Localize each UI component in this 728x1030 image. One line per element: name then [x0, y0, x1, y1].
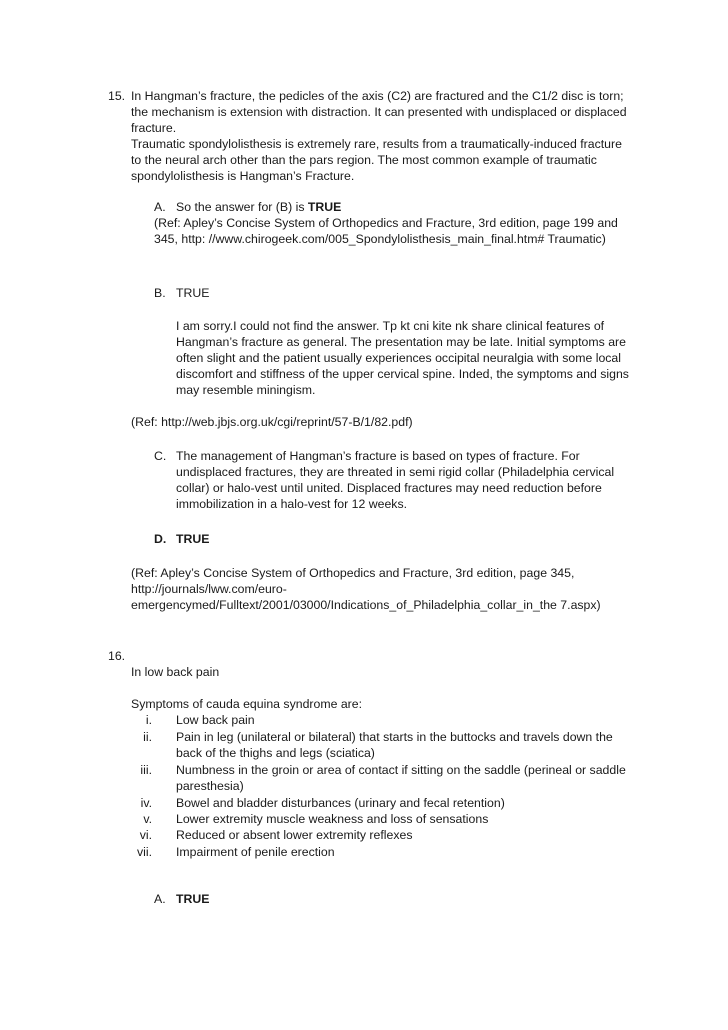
q15-c-line-1: The management of Hangman’s fracture is based on types of fracture. For	[176, 449, 580, 463]
q15-a-ref-line-1: (Ref: Apley’s Concise System of Orthopedics and Fracture, 3rd edition, page 199 and	[154, 216, 618, 230]
q15-b-para-line-2: Hangman’s fracture as general. The presentation may be late. Initial symptoms are	[176, 335, 626, 349]
q16-item-7-number: vii.	[136, 845, 152, 859]
q15-intro-line-5: to the neural arch other than the pars region. The most common example of traumatic	[131, 153, 597, 167]
q16-heading: Symptoms of cauda equina syndrome are:	[131, 697, 363, 711]
q15-a-marker: A.	[154, 200, 166, 214]
q16-item-4-text: Bowel and bladder disturbances (urinary and fecal retention)	[176, 796, 505, 810]
q15-a-answer-prefix: So the answer for (B) is	[176, 200, 308, 214]
q15-c-marker: C.	[154, 449, 167, 463]
q15-b-para-line-5: may resemble miningism.	[176, 383, 316, 397]
q16-item-2-number: ii.	[143, 730, 152, 744]
q15-d-ref-line-1: (Ref: Apley’s Concise System of Orthopedics and Fracture, 3rd edition, page 345,	[131, 566, 575, 580]
q15-intro-line-4: Traumatic spondylolisthesis is extremely rare, results from a traumatically-induced fracture	[131, 137, 622, 151]
q15-a-ref-line-2: 345, http: //www.chirogeek.com/005_Spondylolisthesis_main_final.htm# Traumatic)	[154, 232, 606, 246]
q16-item-6-number: vi.	[139, 828, 152, 842]
q16-item-1-number: i.	[145, 713, 152, 727]
q15-c-line-4: immobilization in a halo-vest for 12 weeks.	[176, 497, 408, 511]
q16-item-7-text: Impairment of penile erection	[176, 845, 335, 859]
q15-c-line-3: collar) or halo-vest until united. Displaced fractures may need reduction before	[176, 481, 602, 495]
q15-b-para-line-1: I am sorry.I could not find the answer. Tp kt cni kite nk share clinical features of	[176, 319, 605, 333]
q15-b-para-line-3: often slight and the patient usually experiences occipital neuralgia with some local	[176, 351, 621, 365]
q15-a-answer	[176, 199, 341, 215]
question-15-number: 15.	[108, 89, 126, 103]
q16-item-1-text: Low back pain	[176, 713, 255, 727]
q15-c-line-2: undisplaced fractures, they are threated in semi rigid collar (Philadelphia cervical	[176, 465, 615, 479]
q15-b-para-line-4: discomfort and stiffness of the upper cervical spine. Inded, the symptoms and signs	[176, 367, 629, 381]
q15-d-marker: D.	[154, 532, 167, 546]
q16-item-5-text: Lower extremity muscle weakness and loss of sensations	[176, 812, 489, 826]
q15-intro-line-1: In Hangman’s fracture, the pedicles of the axis (C2) are fractured and the C1/2 disc is torn;	[131, 89, 624, 103]
q16-a-answer: TRUE	[176, 892, 210, 906]
q16-item-3-number: iii.	[140, 763, 152, 777]
q15-d-ref-line-2: http://journals/lww.com/euro-	[131, 582, 287, 596]
q16-item-2-text-line-2: back of the thighs and legs (sciatica)	[176, 746, 375, 760]
q15-intro-line-3: fracture.	[131, 121, 177, 135]
q16-item-5-number: v.	[143, 812, 152, 826]
q15-d-answer: TRUE	[176, 532, 210, 546]
q16-topic: In low back pain	[131, 665, 220, 679]
q15-a-answer-true: TRUE	[307, 200, 342, 214]
q16-item-3-text-line-2: paresthesia)	[176, 779, 244, 793]
q16-item-6-text: Reduced or absent lower extremity reflexes	[176, 828, 413, 842]
q15-b-marker: B.	[154, 286, 166, 300]
question-16-number: 16.	[108, 649, 126, 663]
q16-item-4-number: iv.	[140, 796, 152, 810]
q15-d-ref-line-3: emergencymed/Fulltext/2001/03000/Indications_of_Philadelphia_collar_in_the 7.aspx)	[131, 598, 601, 612]
q16-item-3-text-line-1: Numbness in the groin or area of contact if sitting on the saddle (perineal or saddle	[176, 763, 626, 777]
q15-b-reference: (Ref: http://web.jbjs.org.uk/cgi/reprint/57-B/1/82.pdf)	[131, 415, 413, 429]
q15-b-answer: TRUE	[176, 286, 210, 300]
q15-intro-line-2: the mechanism is extension with distraction. It can presented with undisplaced or displaced	[131, 105, 627, 119]
q15-intro-line-6: spondylolisthesis is Hangman’s Fracture.	[131, 169, 355, 183]
q16-a-marker: A.	[154, 892, 166, 906]
q16-item-2-text-line-1: Pain in leg (unilateral or bilateral) that starts in the buttocks and travels down the	[176, 730, 613, 744]
